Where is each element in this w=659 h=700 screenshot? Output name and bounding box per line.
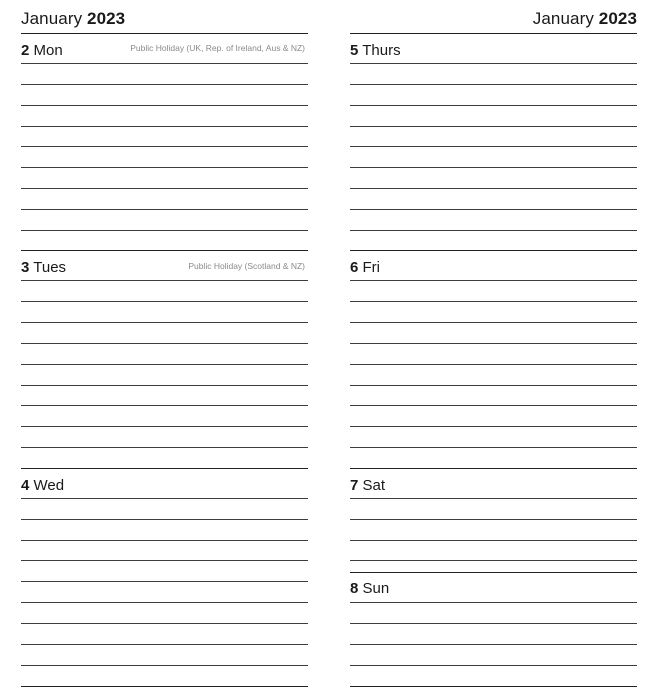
day-divider [350,572,637,573]
writing-line [350,602,637,603]
writing-line [21,167,308,168]
writing-line [350,447,637,448]
writing-line [350,623,637,624]
right-page-header [350,6,637,34]
writing-line [350,644,637,645]
writing-line [350,322,637,323]
writing-line [21,540,308,541]
writing-line [21,63,308,64]
writing-line [21,447,308,448]
writing-line [21,623,308,624]
writing-line [350,540,637,541]
writing-line [21,126,308,127]
writing-line [21,644,308,645]
left-page [21,0,308,700]
writing-line [350,385,637,386]
day-heading-thurs [350,42,401,60]
day-name: Wed [33,477,65,494]
writing-line [350,498,637,499]
day-divider [21,468,308,469]
writing-line [21,322,308,323]
holiday-note: Public Holiday (UK, Rep. of Ireland, Aus & NZ) [130,43,305,53]
day-number: 4 [21,477,30,494]
writing-line [21,146,308,147]
writing-line [350,280,637,281]
writing-line [350,188,637,189]
writing-line [21,230,308,231]
day-heading-fri [350,259,380,277]
writing-line [350,560,637,561]
writing-line [350,209,637,210]
day-heading-wed [21,477,64,495]
day-number: 5 [350,42,359,59]
writing-line [21,105,308,106]
writing-line [350,343,637,344]
writing-line [21,665,308,666]
header-year: 2023 [87,9,126,28]
writing-line [350,167,637,168]
writing-line [350,405,637,406]
day-heading-tues [21,259,66,277]
writing-line [21,426,308,427]
day-divider [21,250,308,251]
header-month: January [532,9,594,28]
writing-line [350,126,637,127]
writing-line [21,498,308,499]
day-heading-mon [21,42,63,60]
writing-line [350,105,637,106]
left-page-header [21,6,308,34]
day-name: Sat [362,477,386,494]
writing-line [21,581,308,582]
header-rule [21,33,308,34]
header-rule [350,33,637,34]
page-bottom-rule [350,686,637,687]
day-name: Thurs [362,42,401,59]
writing-line [350,519,637,520]
writing-line [350,63,637,64]
writing-line [21,209,308,210]
writing-line [350,146,637,147]
header-month: January [21,9,83,28]
day-heading-sun [350,580,389,598]
day-number: 2 [21,42,30,59]
holiday-note: Public Holiday (Scotland & NZ) [188,261,305,271]
writing-line [21,519,308,520]
day-number: 6 [350,259,359,276]
day-name: Tues [33,259,67,276]
writing-line [21,405,308,406]
day-heading-sat [350,477,385,495]
writing-line [21,560,308,561]
writing-line [350,364,637,365]
day-number: 8 [350,580,359,597]
right-page [350,0,637,700]
day-divider [350,468,637,469]
writing-line [21,84,308,85]
writing-line [350,84,637,85]
writing-line [21,602,308,603]
writing-line [21,188,308,189]
day-name: Sun [362,580,390,597]
writing-line [21,385,308,386]
day-number: 3 [21,259,30,276]
day-divider [350,250,637,251]
writing-line [21,343,308,344]
day-name: Fri [362,259,381,276]
writing-line [350,301,637,302]
page-bottom-rule [21,686,308,687]
day-name: Mon [33,42,63,59]
writing-line [350,426,637,427]
writing-line [350,665,637,666]
writing-line [350,230,637,231]
writing-line [21,301,308,302]
writing-line [21,280,308,281]
header-year: 2023 [598,9,637,28]
writing-line [21,364,308,365]
day-number: 7 [350,477,359,494]
